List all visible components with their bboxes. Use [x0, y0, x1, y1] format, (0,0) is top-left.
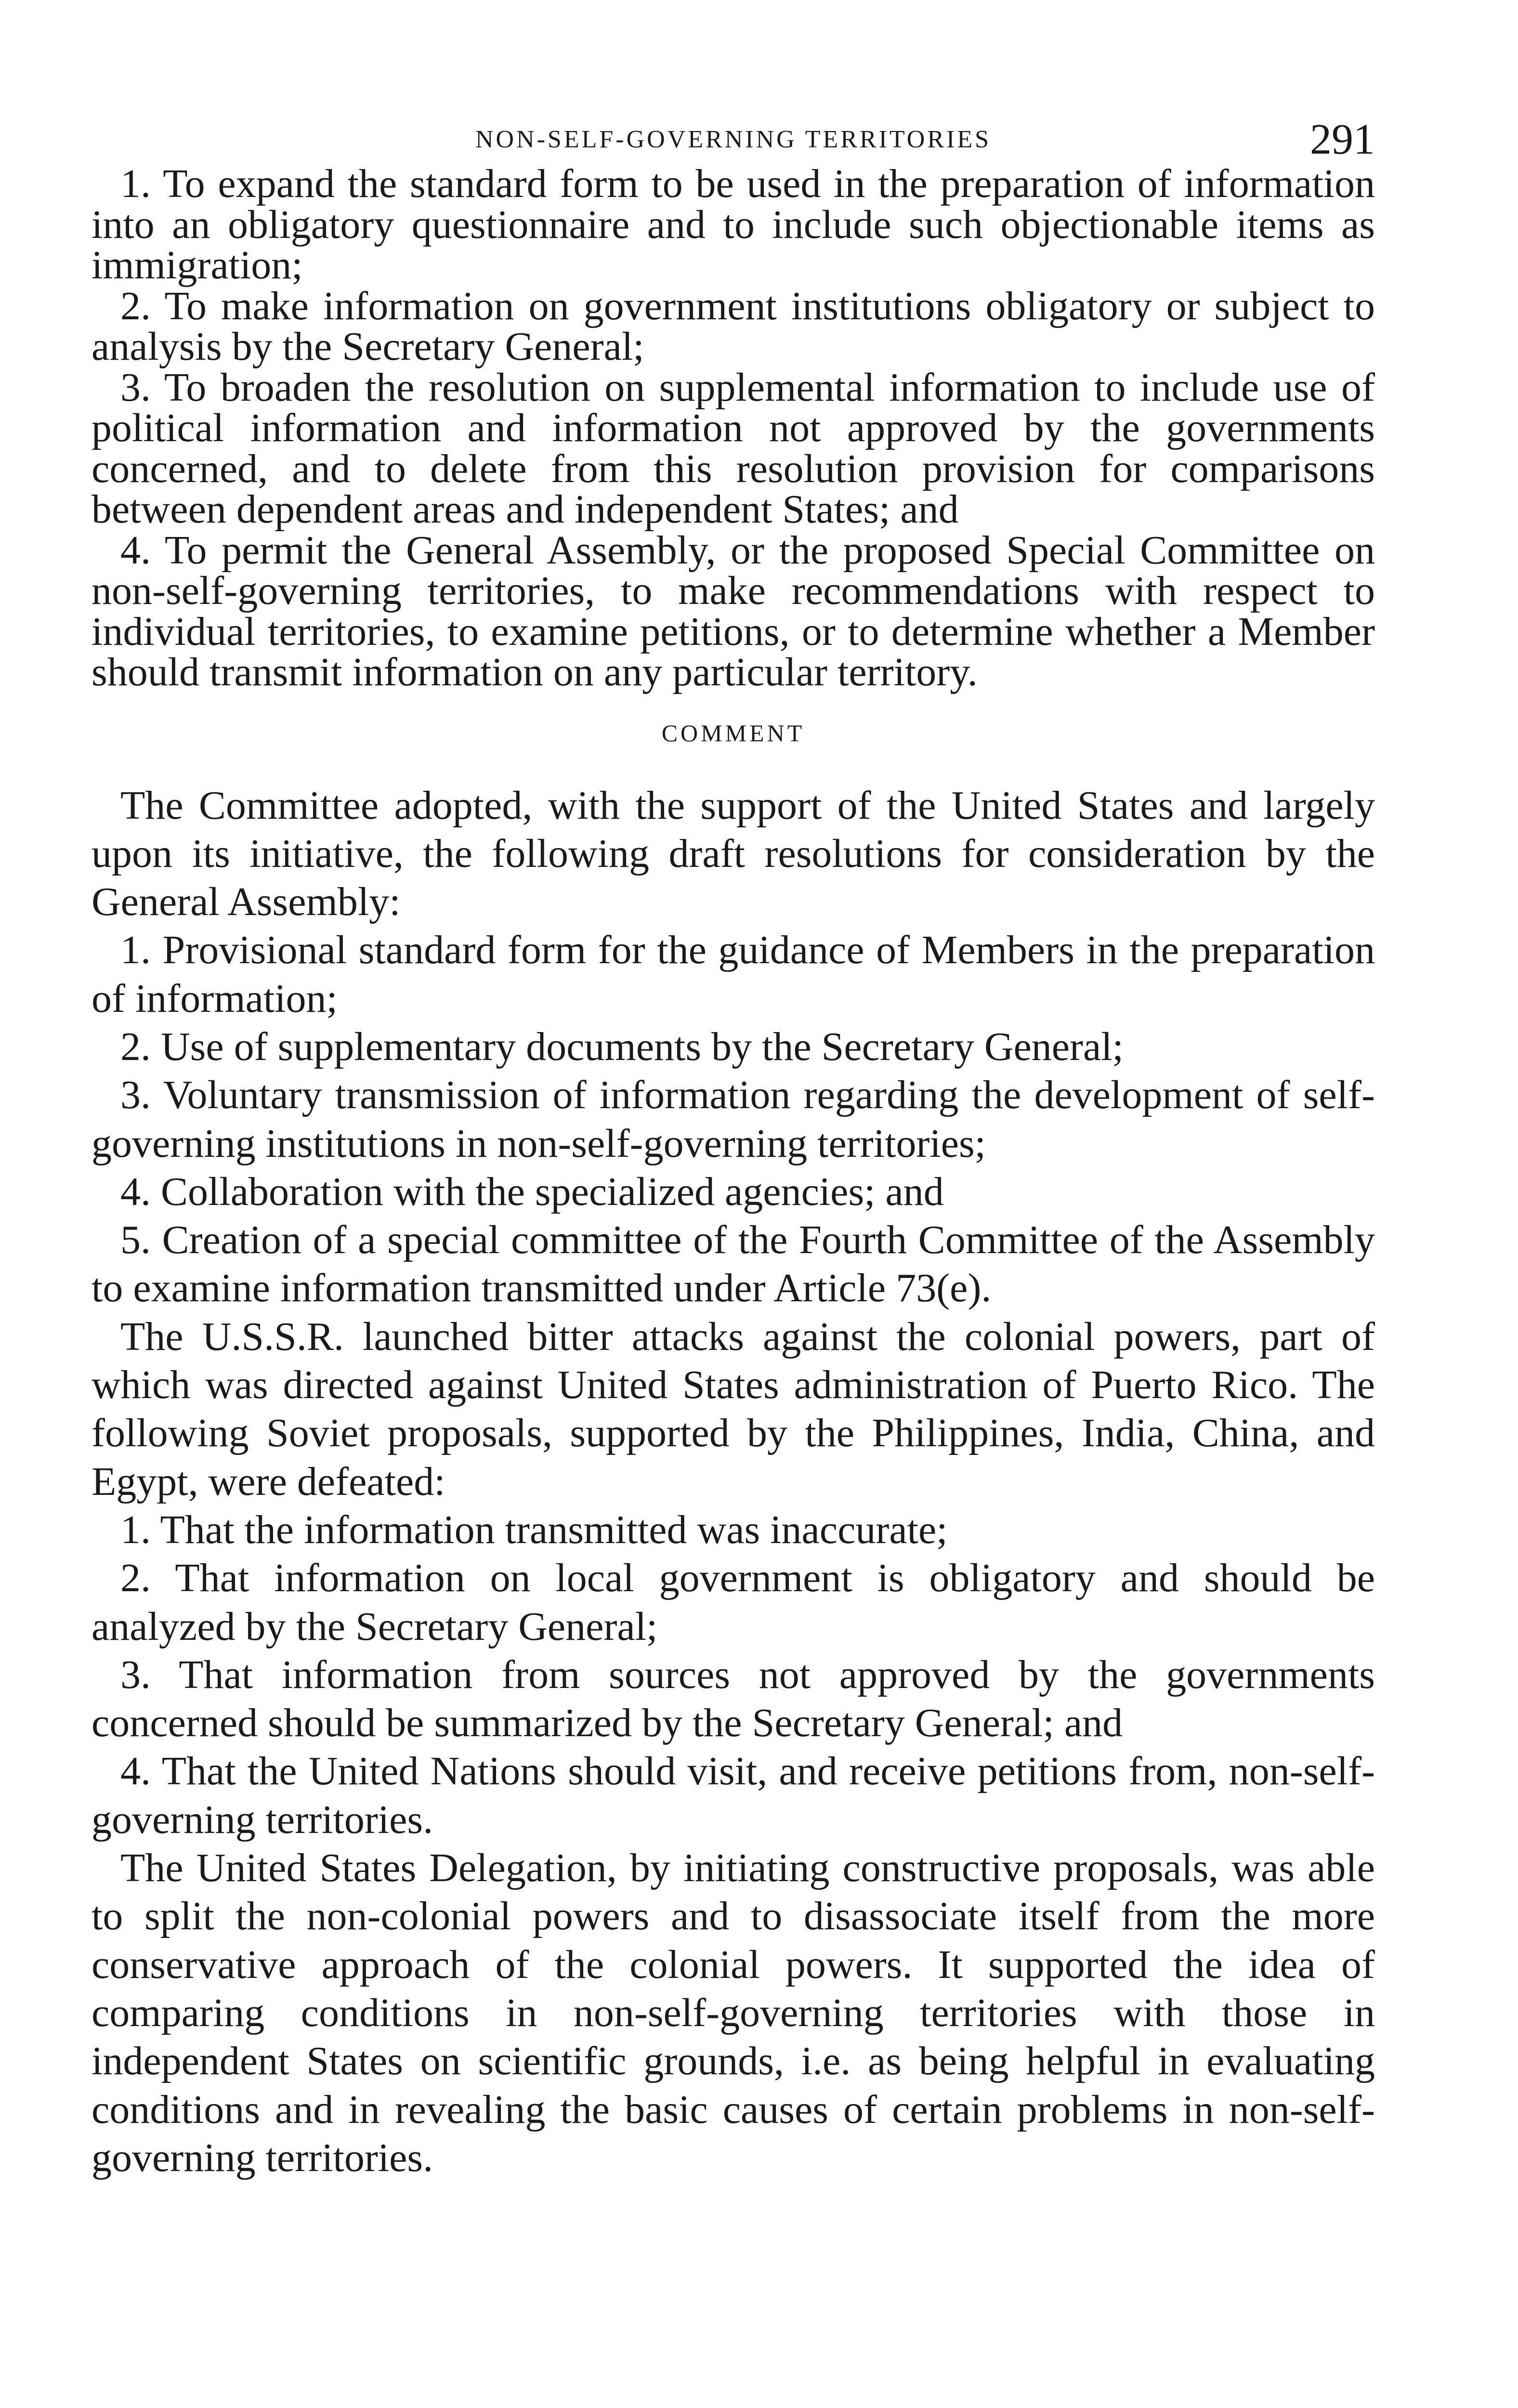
- objectionable-proposals-list: [92, 161, 1375, 694]
- resolution-item: 1. Provisional standard form for the guidance of Members in the preparation of information;: [92, 928, 1375, 1021]
- soviet-proposal-item: 3. That information from sources not approved by the governments concerned should be summarized by the Secretary General; and: [92, 1652, 1375, 1746]
- page-number: 291: [1310, 116, 1375, 163]
- comment-intro-paragraph: The Committee adopted, with the support of the United States and largely upon its initiative, the following draft resolutions for consideration by the General Assembly:: [92, 783, 1375, 925]
- running-title: NON-SELF-GOVERNING TERRITORIES: [475, 126, 992, 153]
- list-item: 2. To make information on government institutions obligatory or subject to analysis by the Secretary General;: [92, 283, 1375, 369]
- conclusion-paragraph: The United States Delegation, by initiating constructive proposals, was able to split the non-colonial powers and to disassociate itself from the more conservative approach of the colonial powers. It supported the idea of comparing conditions in non-self-governing territories with those in independent States on scientific grounds, i.e. as being helpful in evaluating conditions and in revealing the basic causes of certain problems in non-self-governing territories.: [92, 1845, 1375, 2180]
- resolution-item: 3. Voluntary transmission of information regarding the development of self-governing institutions in non-self-governing territories;: [92, 1073, 1375, 1166]
- list-item: 1. To expand the standard form to be used in the preparation of information into an obligatory questionnaire and to include such objectionable items as immigration;: [92, 161, 1375, 288]
- list-item: 3. To broaden the resolution on supplemental information to include use of political information and information not approved by the governments concerned, and to delete from this resolution provision for comparisons between dependent areas and independent States; and: [92, 365, 1375, 532]
- soviet-proposal-item: 1. That the information transmitted was inaccurate;: [120, 1507, 948, 1552]
- resolution-item: 4. Collaboration with the specialized agencies; and: [120, 1169, 944, 1214]
- soviet-proposal-item: 2. That information on local government is obligatory and should be analyzed by the Secretary General;: [92, 1556, 1375, 1649]
- soviet-proposal-item: 4. That the United Nations should visit, and receive petitions from, non-self-governing territories.: [92, 1749, 1375, 1842]
- running-header: [92, 96, 1375, 164]
- comment-section: [92, 782, 1375, 2183]
- resolution-item: 2. Use of supplementary documents by the Secretary General;: [120, 1024, 1124, 1069]
- resolution-item: 5. Creation of a special committee of the Fourth Committee of the Assembly to examine information transmitted under Article 73(e).: [92, 1217, 1375, 1311]
- list-item: 4. To permit the General Assembly, or the proposed Special Committee on non-self-governing territories, to make recommendations with respect to individual territories, to examine petitions, or to determine whether a Member should transmit information on any particular territory.: [92, 527, 1375, 694]
- document-page: [92, 96, 1375, 2182]
- comment-heading: COMMENT: [661, 719, 805, 746]
- soviet-intro-paragraph: The U.S.S.R. launched bitter attacks against the colonial powers, part of which was directed against United States administration of Puerto Rico. The following Soviet proposals, supported by the Philippines, India, China, and Egypt, were defeated:: [92, 1314, 1375, 1504]
